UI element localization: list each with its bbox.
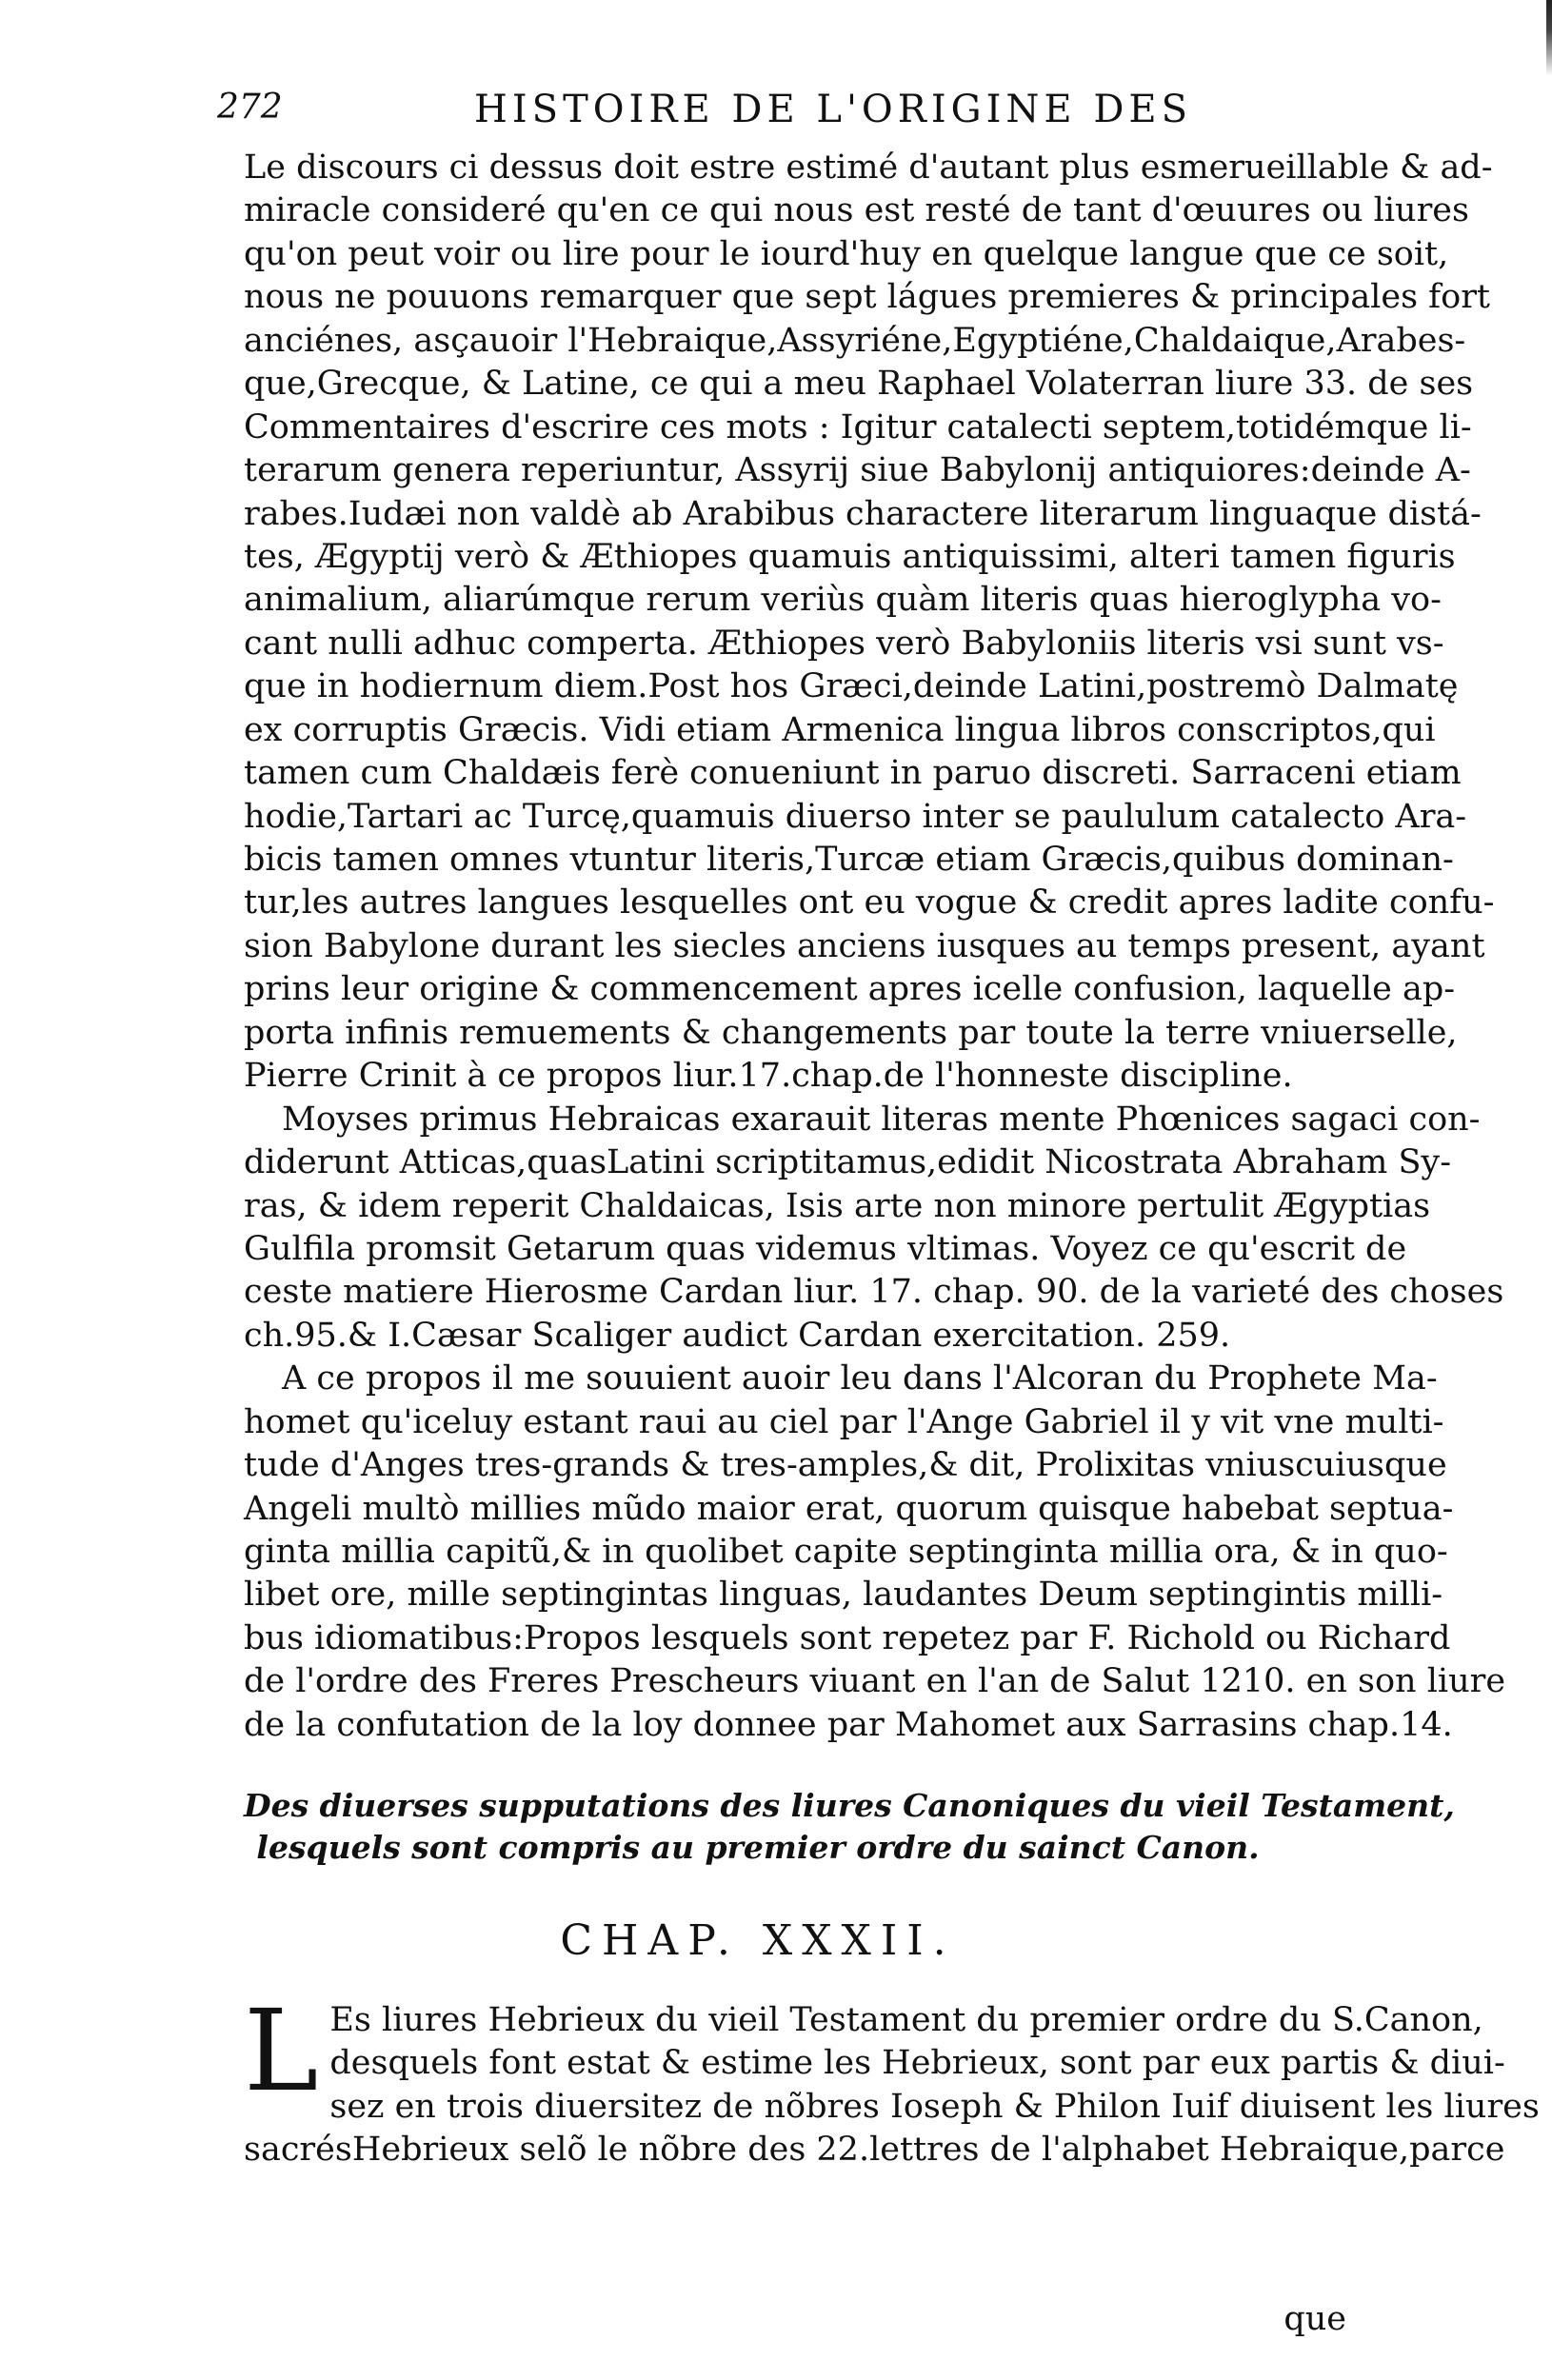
text-line: qu'on peut voir ou lire pour le iourd'huy en quelque langue que ce soit, — [244, 234, 1449, 273]
text-line: terarum genera reperiuntur, Assyrij siue Babylonij antiquiores:deinde A- — [244, 451, 1471, 490]
text-line: rabes.Iudæi non valdè ab Arabibus charactere literarum linguaque distá- — [244, 494, 1482, 533]
text-line: Le discours ci dessus doit estre estimé d'autant plus esmerueillable & ad- — [244, 149, 1493, 187]
text-line: Pierre Crinit à ce propos liur.17.chap.de l'honneste discipline. — [244, 1057, 1293, 1096]
chapter-line: sacrésHebrieux selõ le nõbre des 22.lettres de l'alphabet Hebraique,parce — [244, 2131, 1505, 2170]
text-line: Moyses primus Hebraicas exarauit literas mente Phœnices sagaci con- — [282, 1100, 1481, 1139]
text-line: diderunt Atticas,quasLatini scriptitamus,edidit Nicostrata Abraham Sy- — [244, 1143, 1452, 1182]
text-line: ginta millia capitũ,& in quolibet capite septinginta millia ora, & in quo- — [244, 1533, 1448, 1571]
chapter-heading: CHAP. XXXII. — [560, 1916, 956, 1965]
drop-cap: L — [244, 1985, 319, 2116]
text-line: ceste matiere Hierosme Cardan liur. 17. chap. 90. de la varieté des choses — [244, 1273, 1504, 1312]
text-line: hodie,Tartari ac Turcę,quamuis diuerso inter se paululum catalecto Ara- — [244, 797, 1467, 836]
chapter-line: sez en trois diuersitez de nõbres Ioseph & Philon Iuif diuisent les liures — [329, 2087, 1540, 2126]
text-line: porta infinis remuements & changements par toute la terre vniuerselle, — [244, 1013, 1458, 1052]
text-line: cant nulli adhuc comperta. Æthiopes verò Babyloniis literis vsi sunt vs- — [244, 624, 1444, 663]
page-header — [217, 88, 1264, 135]
text-line: homet qu'iceluy estant raui au ciel par l'Ange Gabriel il y vit vne multi- — [244, 1402, 1444, 1441]
text-line: animalium, aliarúmque rerum veriùs quàm literis quas hieroglypha vo- — [244, 581, 1442, 620]
subtitle-line: lesquels sont compris au premier ordre du sainct Canon. — [256, 1829, 1260, 1866]
text-line: bicis tamen omnes vtuntur literis,Turcæ etiam Græcis,quibus dominan- — [244, 841, 1454, 879]
text-line: Gulfila promsit Getarum quas videmus vltimas. Voyez ce qu'escrit de — [244, 1229, 1407, 1268]
section-subtitle — [244, 1785, 1455, 1869]
text-line: que in hodiernum diem.Post hos Græci,deinde Latini,postremò Dalmatę — [244, 667, 1459, 706]
text-line: que,Grecque, & Latine, ce qui a meu Raphael Volaterran liure 33. de ses — [244, 365, 1474, 404]
text-line: ch.95.& I.Cæsar Scaliger audict Cardan exercitation. 259. — [244, 1316, 1231, 1355]
main-text — [244, 147, 1506, 1747]
text-line: prins leur origine & commencement apres icelle confusion, laquelle ap- — [244, 970, 1456, 1009]
text-line: tamen cum Chaldæis ferè conueniunt in paruo discreti. Sarraceni etiam — [244, 754, 1462, 793]
text-line: ex corruptis Græcis. Vidi etiam Armenica lingua libros conscriptos,qui — [244, 710, 1436, 749]
text-line: tude d'Anges tres-grands & tres-amples,& dit, Prolixitas vniuscuiusque — [244, 1446, 1447, 1485]
text-line: Angeli multò millies mũdo maior erat, quorum quisque habebat septua- — [244, 1489, 1454, 1528]
text-line: de la confutation de la loy donnee par Mahomet aux Sarrasins chap.14. — [244, 1705, 1453, 1744]
text-line: libet ore, mille septingintas linguas, laudantes Deum septingintis milli- — [244, 1576, 1443, 1615]
text-line: anciénes, asçauoir l'Hebraique,Assyriéne,Egyptiéne,Chaldaique,Arabes- — [244, 321, 1466, 360]
text-line: tur,les autres langues lesquelles ont eu vogue & credit apres ladite confu- — [244, 883, 1495, 922]
catchword: que — [1283, 2300, 1346, 2338]
subtitle-line: Des diuerses supputations des liures Canoniques du vieil Testament, — [244, 1787, 1455, 1824]
text-line: A ce propos il me souuient auoir leu dans l'Alcoran du Prophete Ma- — [282, 1359, 1438, 1398]
text-line: bus idiomatibus:Propos lesquels sont repetez par F. Richold ou Richard — [244, 1618, 1451, 1657]
chapter-line: Es liures Hebrieux du vieil Testament du premier ordre du S.Canon, — [329, 2001, 1483, 2039]
chapter-line: desquels font estat & estime les Hebrieux, sont par eux partis & diui- — [329, 2044, 1505, 2083]
running-title: HISTOIRE DE L'ORIGINE DES — [474, 88, 1192, 131]
text-line: sion Babylone durant les siecles anciens iusques au temps present, ayant — [244, 926, 1485, 965]
page-number: 272 — [217, 88, 283, 127]
text-line: de l'ordre des Freres Prescheurs viuant en l'an de Salut 1210. en son liure — [244, 1662, 1506, 1701]
chapter-text — [244, 1985, 1540, 2172]
text-line: miracle consideré qu'en ce qui nous est resté de tant d'œuures ou liures — [244, 191, 1469, 230]
scan-edge-shadow — [1546, 0, 1552, 76]
text-line: ras, & idem reperit Chaldaicas, Isis arte non minore pertulit Ægyptias — [244, 1186, 1431, 1225]
text-line: Commentaires d'escrire ces mots : Igitur catalecti septem,totidémque li- — [244, 407, 1472, 446]
text-line: nous ne pouuons remarquer que sept lágues premieres & principales fort — [244, 278, 1490, 317]
text-line: tes, Ægyptij verò & Æthiopes quamuis antiquissimi, alteri tamen figuris — [244, 537, 1456, 576]
